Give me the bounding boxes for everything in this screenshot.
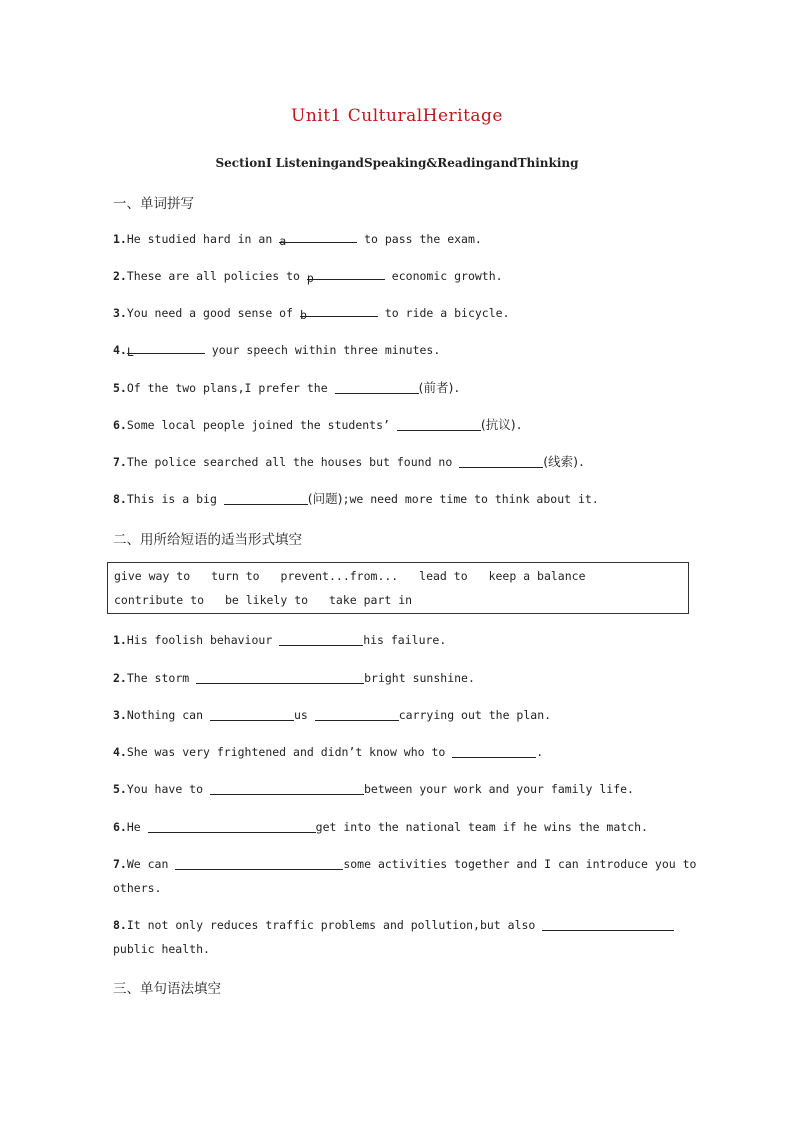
word-question: 1.He studied hard in an a to pass the exam. [113, 227, 482, 251]
answer-blank[interactable]: p [307, 266, 385, 280]
phrase: turn to [211, 569, 260, 583]
phrase-question: 8.It not only reduces traffic problems and pollution,but also public health. [113, 913, 674, 961]
phrase-question: 6.He get into the national team if he wins the match. [113, 820, 648, 834]
word-question: 6.Some local people joined the students’ (抗议). [113, 417, 523, 432]
answer-blank[interactable] [148, 819, 316, 833]
part3-heading: 三、单句语法填空 [113, 981, 221, 997]
phrase: take part in [328, 593, 413, 607]
phrase-question: 4.She was very frightened and didn’t know who to . [113, 745, 544, 759]
answer-blank[interactable] [224, 491, 308, 505]
word-question: 3.You need a good sense of b to ride a bicycle. [113, 301, 510, 325]
answer-blank[interactable] [397, 417, 481, 431]
phrase-question: 7.We can some activities together and I can introduce you to others. [113, 857, 697, 895]
phrase-box [107, 562, 689, 614]
answer-blank[interactable]: L [127, 340, 205, 354]
word-question: 2.These are all policies to p economic growth. [113, 264, 503, 288]
phrase: be likely to [224, 593, 309, 607]
phrase-row [114, 569, 600, 583]
phrase: give way to [114, 569, 191, 583]
word-question: 7.The police searched all the houses but found no (线索). [113, 454, 585, 469]
answer-blank[interactable] [279, 632, 363, 646]
phrase-question: 3.Nothing can us carrying out the plan. [113, 708, 552, 722]
phrase: contribute to [114, 593, 205, 607]
answer-blank[interactable] [542, 917, 674, 931]
part1-heading: 一、单词拼写 [113, 196, 194, 212]
phrase-question: 1.His foolish behaviour his failure. [113, 633, 447, 647]
answer-blank[interactable]: a [279, 229, 357, 243]
phrase-question: 2.The storm bright sunshine. [113, 671, 475, 685]
answer-blank[interactable] [175, 856, 343, 870]
answer-blank[interactable] [459, 454, 543, 468]
phrase-row [114, 593, 426, 607]
answer-blank[interactable] [210, 781, 364, 795]
phrase: keep a balance [488, 569, 586, 583]
part2-heading: 二、用所给短语的适当形式填空 [113, 532, 302, 548]
answer-blank[interactable] [210, 707, 294, 721]
phrase-question: 5.You have to between your work and your family life. [113, 782, 634, 796]
answer-blank[interactable] [315, 707, 399, 721]
answer-blank[interactable] [452, 744, 536, 758]
word-question: 5.Of the two plans,I prefer the (前者). [113, 380, 461, 395]
word-question: 8.This is a big (问题);we need more time to think about it. [113, 491, 599, 506]
answer-blank[interactable] [335, 380, 419, 394]
phrase: prevent...from... [280, 569, 399, 583]
section-title: SectionⅠ ListeningandSpeaking&ReadingandThinking [215, 156, 579, 170]
answer-blank[interactable] [196, 670, 364, 684]
phrase: lead to [419, 569, 468, 583]
answer-blank[interactable]: b [300, 303, 378, 317]
word-question: 4.L your speech within three minutes. [113, 338, 440, 362]
page-title: Unit1 CulturalHeritage [291, 106, 503, 126]
